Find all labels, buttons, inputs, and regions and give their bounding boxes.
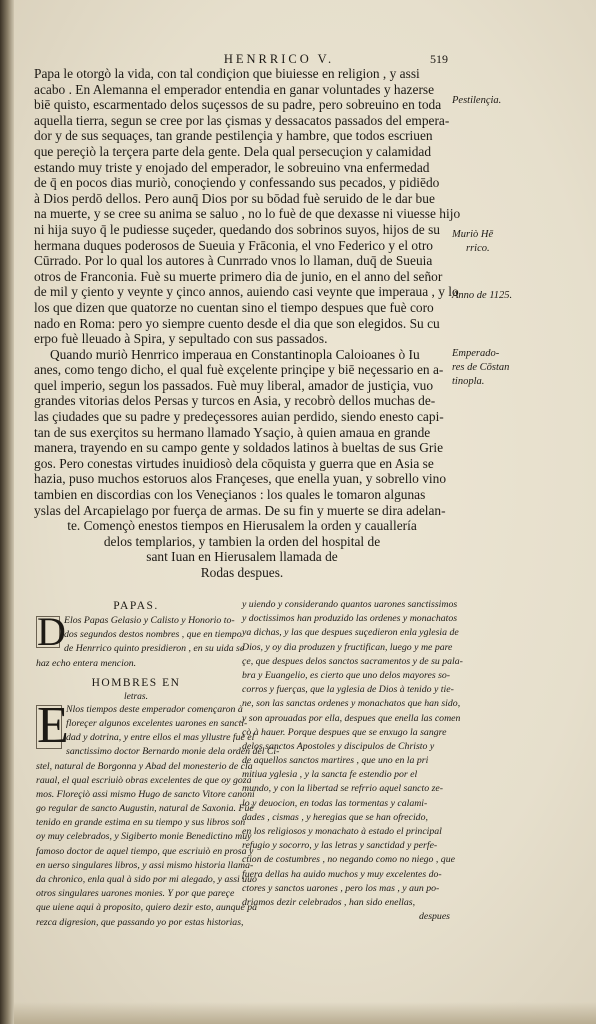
text-line: oy muy celebrados, y Sigiberto monie Benedictino muy [36, 831, 252, 843]
text-line: de q̄ en pocos dias muriò, conoçiendo y confessando sus pecados, y pidiēdo [34, 175, 440, 191]
page-number: 519 [430, 52, 448, 66]
text-line: de aquellos sanctos martires , que uno en la pri [242, 755, 429, 767]
text-line: otros de Franconia. Fuè su muerte primero dia de junio, en el anno del señor [34, 268, 443, 284]
text-line: grandes vitorias delos Persas y turcos en Asia, y recobrò dellos muchas de- [34, 393, 436, 409]
text-line: na muerte, y se cree su anima se saluo , no lo fuè de que dexasse ni viuesse hijo [34, 206, 461, 222]
text-line: à Dios perdō dellos. Pero aunq̄ Dios por su bōdad fuè seruido de le dar bue [34, 190, 435, 206]
text-line: floreçer algunos excelentes uarones en sancti- [66, 717, 248, 729]
text-line: los que dizen que quatorze no cuentan sino el tiempo despues que fuè coro [34, 299, 434, 315]
text-line: çò à hauer. Porque despues que se enxugo la sangre [242, 726, 447, 738]
text-line: Rodas despues. [200, 565, 284, 580]
text-line: dad y dotrina, y entre ellos el mas yllustre fuè el [66, 732, 255, 744]
text-line: driamos dezir celebrados , han sido enellas, [242, 896, 416, 908]
text-line: tenido en grande estima en su tiempo y sus libros son [36, 817, 246, 829]
text-line: las çiudades que su padre y predeçessores auian perdido, siendo enesto capi- [34, 409, 444, 425]
text-line: gos. Pero conestas virtudes inuidiosò dela cōquista y guerra que en Asia se [34, 455, 434, 471]
text-line: y doctissimos han produzido las ordenes y monachatos [242, 613, 458, 625]
margin-note-murio [452, 228, 493, 256]
text-line: mitiua yglesia , y la sancta fe estendio por el [242, 769, 418, 781]
catchword: despues [418, 911, 450, 923]
text-line: haz echo entera mencion. [36, 657, 137, 669]
book-page [14, 0, 596, 1024]
text-line: aquella tierra, segun se cree por las çismas y dessacatos passados del empera- [34, 112, 450, 128]
page-bottom-shadow [14, 1002, 596, 1024]
text-line: Cūrrado. Por lo qual los autores à Cunrrado vnos lo llaman, duq̄ de Sueuia [34, 253, 433, 269]
text-line: tambien en discordias con los Veneçianos : los quales le tomaron algunas [34, 487, 426, 503]
text-line: Nlos tiempos deste emperador començaron à [66, 703, 243, 715]
heading-hombres-en-letras: HOMBRES EN [91, 676, 181, 689]
text-line: rezca digresion, que passando yo por estas historias, [36, 916, 244, 928]
left-column [36, 598, 280, 930]
text-line: te. Començò enestos tiempos en Hierusalem la orden y cauallería [67, 518, 417, 534]
text-line: sant Iuan en Hierusalem llamada de [146, 549, 338, 565]
running-head: HENRRICO V. [223, 52, 335, 66]
text-line: Dios, y oy dia produzen y fructifican, luego y me pare [242, 641, 453, 653]
text-line: nado en Roma: pero yo siempre cuento desde el dia que son elegidos. Su cu [34, 315, 440, 331]
text-line: mos. Floreçiò assi mismo Hugo de sancto Vitore canoni [36, 788, 255, 800]
text-line: tan de sus exerçitos su hermano llamado Ysaçio, à quien amaua en grande [34, 424, 431, 440]
text-line: ne, son las sanctas ordenes y monachatos que han sido, [242, 698, 461, 710]
text-line: delos sanctos Apostoles y discipulos de Christo y [242, 740, 435, 752]
text-line: manera, trayendo en su campo gente y soldados latinos à bueltas de sus Grie [34, 440, 444, 456]
text-line: de mil y çiento y veynte y çinco annos, auiendo casi veynte que imperaua , y lo [34, 284, 459, 300]
text-line: corros y fuerças, que la yglesia de Dios à tenido y tie- [242, 684, 454, 696]
text-line: bra y Euangelio, es cierto que uno delos mayores so- [242, 669, 451, 681]
text-line: refugio y socorro, y las letras y sanctidad y perfe- [242, 840, 438, 852]
text-line: famoso doctor de aquel tiempo, que escriuiò en prosa y [36, 845, 254, 857]
drop-cap-letter: E [37, 696, 69, 754]
text-line: que pereçiò la terçera parte dela gente. Dela qual persecuçion y calamidad [34, 143, 432, 159]
right-column [242, 598, 463, 924]
text-line: biē quisto, escarmentado delos suçessos de su padre, pero sobreuino en toda [34, 97, 442, 113]
drop-cap-letter: D [37, 609, 66, 654]
margin-note-pestilencia [452, 94, 501, 108]
text-line: acabo . En Alemanna el emperador entendia en ganar voluntades y hazerse [34, 81, 435, 97]
text-line: Elos Papas Gelasio y Calisto y Honorio to- [64, 615, 235, 626]
margin-note-line: Pestilençia. [452, 95, 502, 106]
text-line: da chronico, enla qual à sido por mi alegado, y assi uuo [36, 874, 257, 885]
main-text-block [34, 66, 461, 581]
text-line: en uerso singulares libros, y assi mismo historia llama- [36, 859, 254, 871]
text-line: ctores y sanctos uarones , pero los mas , y aun po- [242, 882, 440, 894]
margin-note-line: Muriò Hē [452, 229, 494, 240]
text-line: sanctissimo doctor Bernardo monie dela orden del Ci- [66, 746, 280, 758]
text-line: ni hija suyo q̄ le pudiesse suçeder, quedando dos sobrinos suyos, hijos de su [34, 221, 440, 237]
text-line: stel, natural de Borgonna y Abad del monesterio de cla [36, 760, 253, 772]
margin-note-line: res de Cōstan [452, 362, 510, 373]
text-line: dor y de sus sequaçes, tan grande pestilençia y hambre, que todos escriuen [34, 128, 433, 144]
text-line: otros singulares uarones monies. Y por que pareçe [36, 888, 235, 900]
subheading-letras: letras. [123, 691, 148, 702]
text-line: ction de costumbres , no negando como no niego , que [242, 854, 455, 866]
text-line: hazia, puso muchos estoruos alos Françeses, que enella yuan, y sobrello vino [34, 471, 447, 487]
text-line: en los religiosos y monachato à estado el principal [242, 826, 442, 837]
text-line: Quando muriò Henrrico imperaua en Constantinopla Caloioanes ò Iu [50, 346, 420, 362]
text-line: ya dichas, y las que despues suçedieron enla yglesia de [242, 627, 459, 639]
book-binding-edge [0, 0, 14, 1024]
margin-note-line: rrico. [466, 243, 490, 254]
text-line: fuera dellas ha auido muchos y muy excelentes do- [242, 868, 442, 880]
text-line: dades , cismas , y heregias que se han ofrecido, [242, 811, 428, 823]
margin-note-line: tinopla. [452, 376, 485, 387]
text-line: lo y deuocion, en todas las tormentas y calami- [242, 797, 428, 809]
text-line: delos templarios, y tambien la orden del hospital de [103, 533, 381, 549]
papas-paragraph [36, 609, 245, 671]
text-line: go regular de sancto Augustin, natural de Saxonia. Fuè [36, 803, 254, 815]
text-line: y uiendo y considerando quantos uarones sanctissimos [242, 599, 458, 610]
text-line: çe, que despues delos sanctos sacramentos y de su pala- [242, 655, 463, 667]
text-line: erpo fuè lleuado à Spira, y sepultado con sus passados. [34, 331, 328, 347]
text-line: quel imperio, segun los passados. Fuè muy liberal, amador de justiçia, vuo [34, 377, 434, 393]
text-line: anes, como tengo dicho, el qual fuè exçelente prinçipe y biē neçessario en a- [34, 362, 444, 378]
text-line: mundo, y con la libertad se refrrio aquel sancto ze- [242, 783, 443, 795]
text-line: y son aprouadas por ella, despues que enella las comen [242, 712, 461, 724]
text-line: hermana duques poderosos de Sueuia y Frāconia, el vno Federico y el otro [34, 237, 434, 253]
margin-note-line: Anno de 1125. [452, 290, 513, 301]
text-line: estando muy triste y enojado del emperador, le sobreuino vna enfermedad [34, 159, 430, 175]
margin-note-emperadores [452, 347, 509, 389]
text-line: que uiene aqui à proposito, quiero dezir esto, aunque pa [36, 902, 258, 914]
heading-papas: PAPAS. [113, 600, 159, 612]
text-line: Papa le otorgò la vida, con tal condiçion que biuiesse en religion , y assi [34, 66, 420, 81]
text-line: de Henrrico quinto presidieron , en su uida se [64, 643, 245, 655]
text-line: yslas del Arcapielago por fuerça de armas. De su fin y muerte se dira adelan- [34, 502, 446, 518]
text-line: dos segundos destos nombres , que en tiempo [64, 629, 242, 641]
margin-note-anno [452, 289, 512, 303]
text-line: raual, el qual escriuiò obras excelentes de que oy goza [36, 774, 252, 786]
margin-note-line: Emperado- [452, 348, 500, 359]
